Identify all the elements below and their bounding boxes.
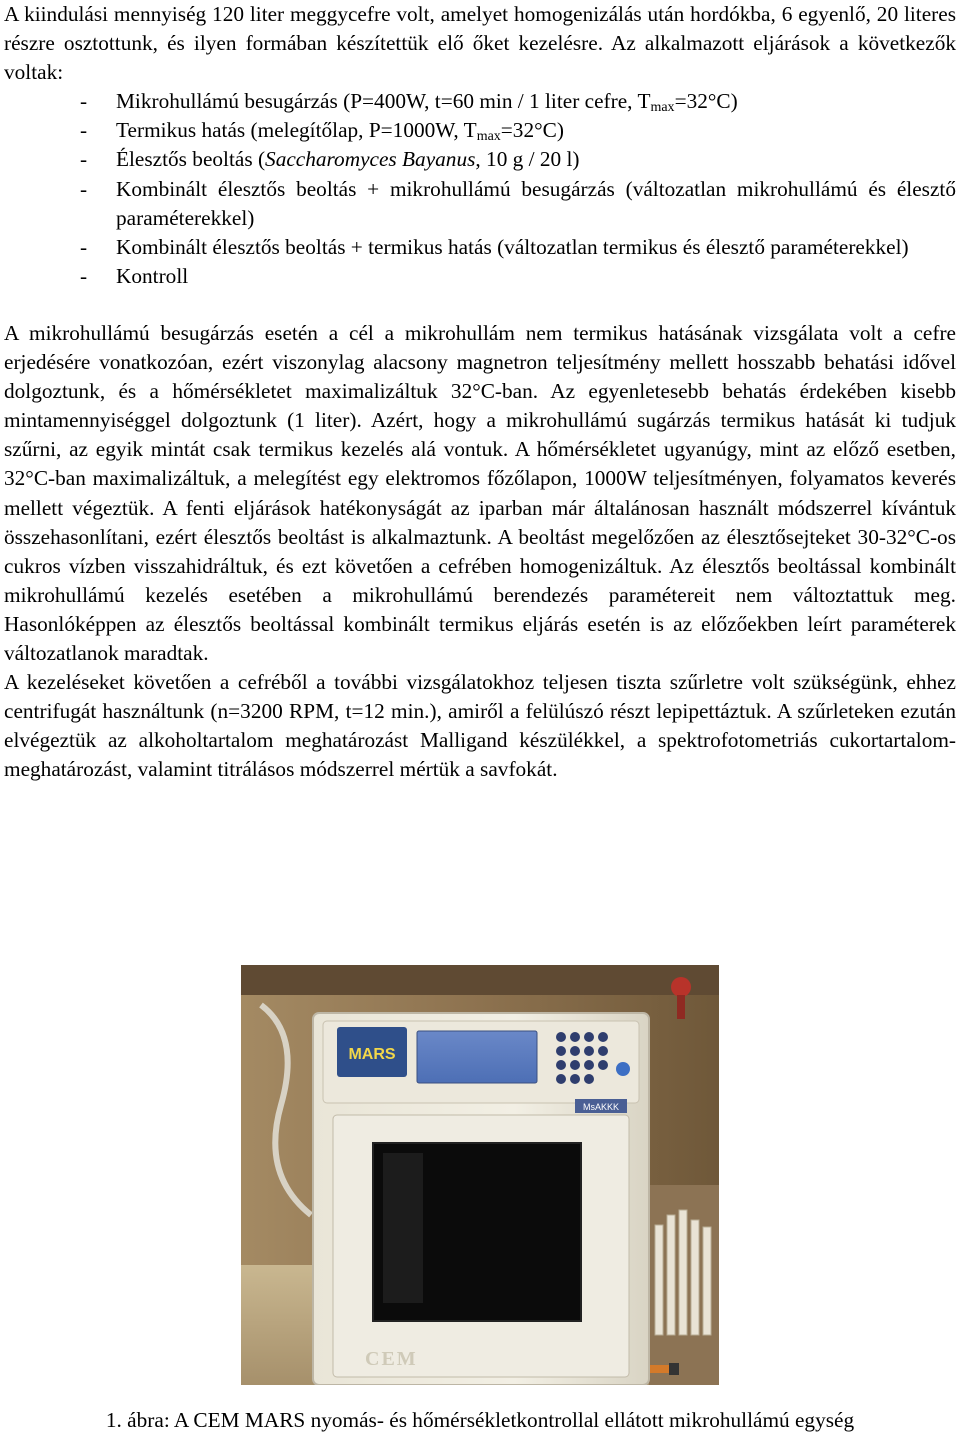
body-paragraph-1: A mikrohullámú besugárzás esetén a cél a mikrohullám nem termikus hatásának vizsgálata volt a cefre erjedésére vonatkozóan, ezért viszonylag alacsony magnetron teljesítmény mellett hosszabb behatási idővel dolgoztunk, és a hőmérsékletet maximalizáltuk 32°C-ban. Az egyenletesebb behatás érdekében kisebb mintamennyiséggel dolgoztunk (1 liter). Azért, hogy a mikrohullámú sugárzás termikus hatását ki tudjuk szűrni, az egyik mintát csak termikus kezelés alá vontuk. A hőmérsékletet ugyanúgy, mint az előző esetben, 32°C-ban maximalizáltuk, a melegítést egy elektromos főzőlapon, 1000W teljesítményen, folyamatos keverés mellett végeztük. A fenti eljárások hatékonyságát az iparban már általánosan használt módszerrel kívántuk összehasonlítani, ezért élesztős beoltást is alkalmaztunk. A beoltást megelőzően az élesztősejteket 30-32°C-os cukros vízben visszahidráltuk, és ezt követően a cefrében homogenizáltuk. Az élesztős beoltással kombinált mikrohullámú kezelés esetében a mikrohullámú berendezés paramétereit nem változtattuk meg. Hasonlóképpen az élesztős beoltással kombinált termikus eljárás esetén is az előzőekben leírt paraméterek változatlanok maradtak. (4, 320, 956, 665)
microwave-device-image (241, 965, 719, 1385)
document-page (4, 0, 956, 784)
method-item: - Élesztős beoltás (Saccharomyces Bayanus, 10 g / 20 l) (80, 147, 580, 172)
figure-photo (241, 965, 719, 1385)
cem-logo-text: CEM (365, 1348, 418, 1370)
mars-logo-text: MARS (348, 1046, 396, 1063)
method-item: - Kontroll (80, 263, 189, 288)
method-item: - Kombinált élesztős beoltás + termikus hatás (változatlan termikus és élesztő paraméterekkel) (80, 234, 909, 259)
method-item: - Kombinált élesztős beoltás + mikrohullámú besugárzás (változatlan mikrohullámú és élesztő paraméterekkel) (80, 176, 956, 230)
methods-list (4, 87, 956, 291)
device-plate-label: MsAKKK (582, 1102, 620, 1112)
figure-caption: 1. ábra: A CEM MARS nyomás- és hőmérsékletkontrollal ellátott mikrohullámú egység (105, 1408, 855, 1432)
method-item: - Termikus hatás (melegítőlap, P=1000W, $T_{max}=32^\circ C$) (80, 118, 564, 145)
method-item: - Mikrohullámú besugárzás (P=400W, t=60 min / 1 liter cefre, $T_{max}=32^\circ C$) (80, 89, 738, 116)
body-paragraph-2: A kezeléseket követően a cefréből a további vizsgálatokhoz teljesen tiszta szűrletre volt szükségünk, ehhez centrifugát használtunk (n=3200 RPM, t=12 min.), amiről a felülúszó részt lepipettáztuk. A szűrleteken ezután elvégeztük az alkoholtartalom meghatározást Malligand készülékkel, a spektrofotometriás cukortartalom-meghatározást, valamint titrálásos módszerrel mértük a savfokát. (4, 670, 956, 782)
intro-paragraph: A kiindulási mennyiség 120 liter meggycefre volt, amelyet homogenizálás után hordókba, 6 egyenlő, 20 literes részre osztottunk, és ilyen formában készítettük elő őket kezelésre. Az alkalmazott eljárások a következők voltak: (4, 2, 956, 85)
